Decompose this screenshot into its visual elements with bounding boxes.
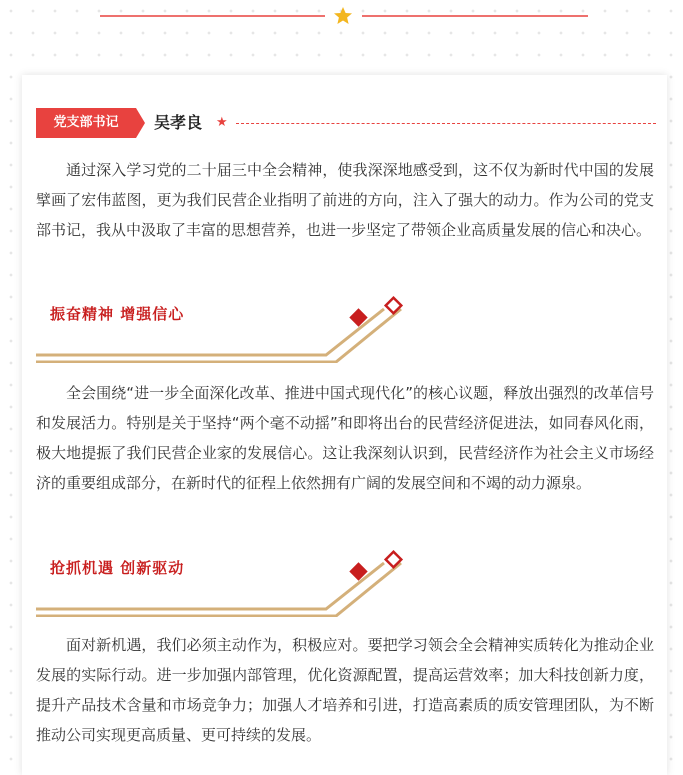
top-divider — [0, 0, 683, 40]
section-title: 振奋精神 增强信心 — [50, 305, 185, 323]
section-heading-1 — [36, 293, 416, 363]
section-title: 抢抓机遇 创新驱动 — [50, 559, 185, 577]
article-card — [22, 75, 667, 775]
paragraph-intro: 通过深入学习党的二十届三中全会精神，使我深深地感受到，这不仅为新时代中国的发展擘画了宏伟蓝图，更为我们民营企业指明了前进的方向，注入了强大的动力。作为公司的党支部书记，我从中汲取了丰富的思想营养，也进一步坚定了带领企业高质量发展的信心和决心。 — [36, 161, 654, 239]
star-icon — [334, 7, 352, 24]
author-row — [36, 108, 656, 138]
section-heading-2 — [36, 547, 416, 617]
paragraph-action: 面对新机遇，我们必须主动作为，积极应对。要把学习领会全会精神实质转化为推动企业发展的实际行动。进一步加强内部管理，优化资源配置，提高运营效率；加大科技创新力度，提升产品技术含量和市场竞争力；加强人才培养和引进，打造高素质的质安管理团队，为不断推动公司实现更高质量、更可持续的发展。 — [36, 636, 654, 744]
dashed-divider — [236, 123, 656, 124]
author-role-badge: 党支部书记 — [36, 108, 136, 138]
star-icon: ★ — [216, 115, 228, 130]
paragraph-reform: 全会围绕“进一步全面深化改革、推进中国式现代化”的核心议题，释放出强烈的改革信号和发展活力。特别是关于坚持“两个毫不动摇”和即将出台的民营经济促进法，如同春风化雨，极大地提振了我们民营企业家的发展信心。这让我深刻认识到，民营经济作为社会主义市场经济的重要组成部分，在新时代的征程上依然拥有广阔的发展空间和不竭的动力源泉。 — [36, 384, 654, 492]
author-name: 吴孝良 — [154, 113, 203, 132]
